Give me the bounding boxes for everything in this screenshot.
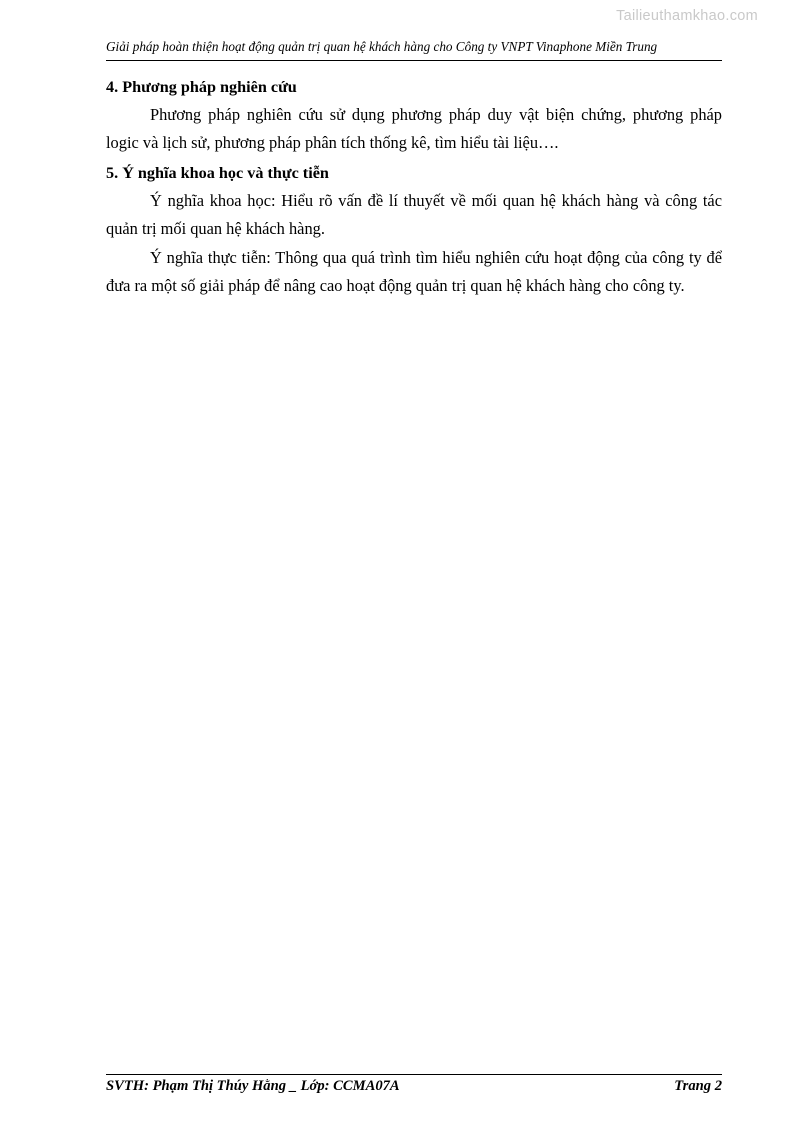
footer-page-number: Trang 2 <box>674 1078 722 1094</box>
page-footer <box>106 1074 722 1095</box>
section-5-paragraph-1: Ý nghĩa khoa học: Hiểu rõ vấn đề lí thuyết về mối quan hệ khách hàng và công tác quản trị mối quan hệ khách hàng. <box>106 191 722 239</box>
section-4-paragraph: Phương pháp nghiên cứu sử dụng phương pháp duy vật biện chứng, phương pháp logic và lịch sử, phương pháp phân tích thống kê, tìm hiểu tài liệu…. <box>106 104 722 152</box>
section-5-heading: 5. Ý nghĩa khoa học và thực tiễn <box>106 164 329 183</box>
watermark-text: Tailieuthamkhao.com <box>616 8 758 24</box>
body-text <box>106 75 722 300</box>
section-5-paragraph-2: Ý nghĩa thực tiễn: Thông qua quá trình tìm hiểu nghiên cứu hoạt động của công ty để đưa ra một số giải pháp để nâng cao hoạt động quản trị quan hệ khách hàng cho công ty. <box>106 247 722 295</box>
footer-author: SVTH: Phạm Thị Thúy Hằng _ Lớp: CCMA07A <box>106 1078 400 1094</box>
section-4-heading: 4. Phương pháp nghiên cứu <box>106 77 297 96</box>
running-header: Giải pháp hoàn thiện hoạt động quản trị quan hệ khách hàng cho Công ty VNPT Vinaphone Miền Trung <box>106 38 722 61</box>
page-content <box>106 38 722 300</box>
